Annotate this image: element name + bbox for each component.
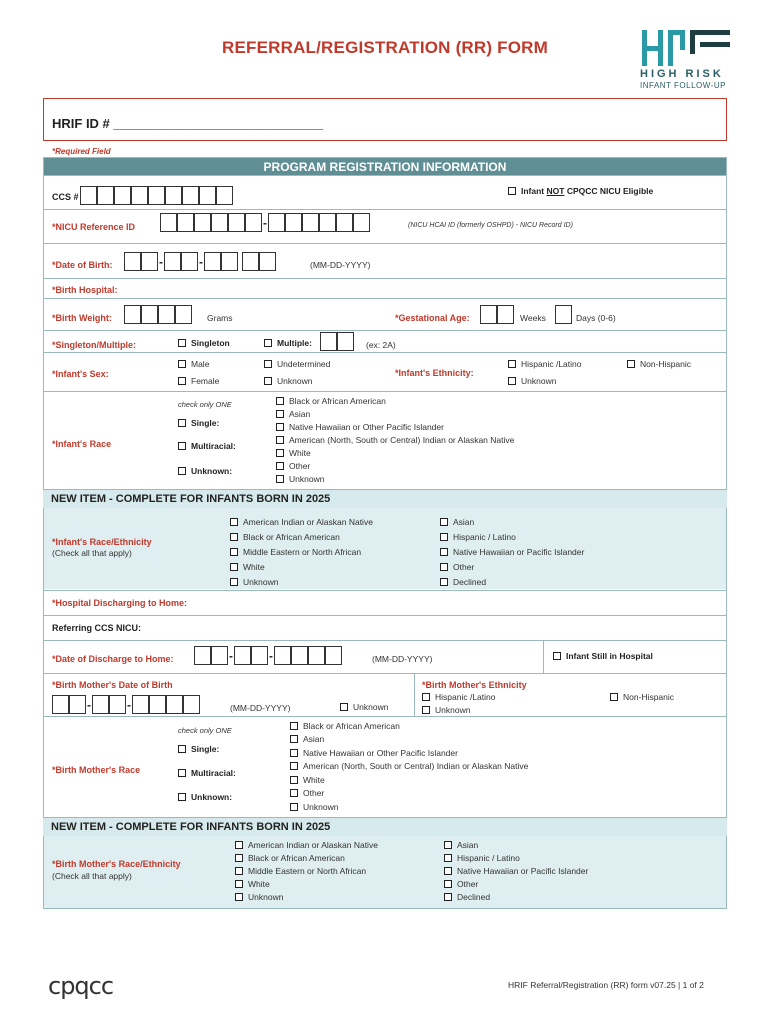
gest-weeks-boxes[interactable] <box>480 305 514 324</box>
mother-race-unknown-type[interactable] <box>178 792 232 802</box>
new-race-col1 <box>230 514 373 589</box>
race-type: Unknown: <box>191 792 233 802</box>
cpqcc-eligible-checkbox[interactable] <box>508 186 653 196</box>
race-option[interactable]: Other <box>290 787 528 801</box>
race-option[interactable]: Other <box>440 559 584 574</box>
race-option[interactable]: Hispanic / Latino <box>440 529 584 544</box>
eth-option: Non-Hispanic <box>640 359 692 369</box>
race-option[interactable]: Black or African American <box>276 394 514 407</box>
hospital-discharging-label: *Hospital Discharging to Home: <box>52 598 188 608</box>
race-option[interactable]: Unknown <box>290 800 528 814</box>
race-option[interactable]: American (North, South or Central) Indian or Alaskan Native <box>290 760 528 774</box>
dob-label: *Date of Birth: <box>52 260 113 270</box>
race-option[interactable]: Middle Eastern or North African <box>230 544 373 559</box>
infant-race-ethnicity-label: *Infant's Race/Ethnicity <box>52 537 152 547</box>
multiple-boxes[interactable] <box>320 332 354 351</box>
new-race-col2 <box>440 514 584 589</box>
logo-line2: INFANT FOLLOW-UP <box>640 81 726 90</box>
race-option[interactable]: Black or African American <box>290 719 528 733</box>
still-in-hospital-checkbox[interactable] <box>553 651 653 661</box>
form-title: REFERRAL/REGISTRATION (RR) FORM <box>221 38 549 57</box>
multiple-checkbox[interactable] <box>264 338 312 348</box>
infant-race-label: *Infant's Race <box>52 439 112 449</box>
eth-option: Unknown <box>435 705 471 715</box>
singleton-text: Singleton <box>191 338 230 348</box>
race-multiracial[interactable] <box>178 441 236 451</box>
race-option[interactable]: Asian <box>290 733 528 747</box>
nicu-ref-label: *NICU Reference ID <box>52 222 136 232</box>
race-option[interactable]: Hispanic / Latino <box>444 851 588 864</box>
race-option[interactable]: American (North, South or Central) Indian or Alaskan Native <box>276 433 514 446</box>
mother-race-options <box>290 719 528 814</box>
eth-option: Hispanic /Latino <box>521 359 582 369</box>
days-unit: Days (0-6) <box>576 313 616 323</box>
race-unknown-type[interactable] <box>178 466 232 476</box>
mother-race-multiracial[interactable] <box>178 768 236 778</box>
required-note: *Required Field <box>52 147 111 156</box>
sex-female[interactable] <box>178 376 219 386</box>
section-header: PROGRAM REGISTRATION INFORMATION <box>44 158 726 176</box>
race-option[interactable]: Unknown <box>235 890 378 903</box>
check-all-note: (Check all that apply) <box>52 871 132 881</box>
gestational-age-label: *Gestational Age: <box>395 313 470 323</box>
cpqcc-logo: cpqcc <box>48 972 114 1000</box>
mother-eth-nonhispanic[interactable] <box>610 692 674 702</box>
race-option[interactable]: Native Hawaiian or Other Pacific Islander <box>276 420 514 433</box>
nicu-ref-note: (NICU HCAI ID (formerly OSHPD) - NICU Record ID) <box>408 222 573 229</box>
eth-option: Unknown <box>521 376 557 386</box>
gest-days-box[interactable] <box>555 305 572 324</box>
mother-race-ethnicity-label: *Birth Mother's Race/Ethnicity <box>52 859 181 869</box>
race-option[interactable]: White <box>230 559 373 574</box>
sex-unknown[interactable] <box>264 376 312 386</box>
discharge-date-format: (MM-DD-YYYY) <box>372 654 433 664</box>
cpqcc-pre: Infant <box>521 186 547 196</box>
check-only-one: check only ONE <box>178 400 232 409</box>
cpqcc-not: NOT <box>546 186 565 196</box>
race-option[interactable]: Declined <box>444 890 588 903</box>
infant-ethnicity-label: *Infant's Ethnicity: <box>395 368 474 378</box>
eth-nonhispanic[interactable] <box>627 359 691 369</box>
hrif-id-field[interactable]: HRIF ID # _____________________________ <box>52 116 324 131</box>
infant-sex-label: *Infant's Sex: <box>52 369 109 379</box>
race-option[interactable]: Declined <box>440 574 584 589</box>
logo-line1: HIGH RISK <box>640 68 724 80</box>
check-only-one: check only ONE <box>178 726 232 735</box>
mother-new-race-col1 <box>235 838 378 903</box>
checkbox[interactable] <box>508 187 516 195</box>
eth-option: Non-Hispanic <box>623 692 675 702</box>
race-option[interactable]: American Indian or Alaskan Native <box>230 514 373 529</box>
dob-format: (MM-DD-YYYY) <box>310 260 371 270</box>
race-option[interactable]: Asian <box>440 514 584 529</box>
infant-race-options <box>276 394 514 485</box>
birth-weight-boxes[interactable] <box>124 305 192 324</box>
ccs-label: CCS # <box>52 192 79 202</box>
sex-option: Female <box>191 376 220 386</box>
singleton-checkbox[interactable] <box>178 338 230 348</box>
cpqcc-post: CPQCC NICU Eligible <box>564 186 654 196</box>
race-option[interactable]: White <box>276 446 514 459</box>
race-option[interactable]: Unknown <box>230 574 373 589</box>
discharge-date-boxes[interactable]: - - <box>194 646 342 665</box>
race-option[interactable]: Asian <box>276 407 514 420</box>
mother-eth-unknown[interactable] <box>422 705 470 715</box>
sex-male[interactable] <box>178 359 209 369</box>
still-in-hospital-text: Infant Still in Hospital <box>566 651 653 661</box>
mother-ethnicity-label: *Birth Mother's Ethnicity <box>422 680 527 690</box>
race-type: Unknown: <box>191 466 233 476</box>
race-option[interactable]: Native Hawaiian or Pacific Islander <box>440 544 584 559</box>
new-item-header: NEW ITEM - COMPLETE FOR INFANTS BORN IN 2025 <box>43 489 727 509</box>
mother-race-single[interactable] <box>178 744 219 754</box>
race-type: Single: <box>191 744 220 754</box>
race-type: Single: <box>191 418 220 428</box>
race-option[interactable]: Other <box>444 877 588 890</box>
multiple-example: (ex: 2A) <box>366 340 396 350</box>
birth-hospital-label: *Birth Hospital: <box>52 285 118 295</box>
race-option[interactable]: Unknown <box>276 472 514 485</box>
dob-boxes[interactable]: - - <box>124 252 276 271</box>
eth-hispanic[interactable] <box>508 359 581 369</box>
race-type: Multiracial: <box>191 441 236 451</box>
mother-dob-label: *Birth Mother's Date of Birth <box>52 680 173 690</box>
mother-new-race-col2 <box>444 838 588 903</box>
sex-option: Male <box>191 359 210 369</box>
race-option[interactable]: Asian <box>444 838 588 851</box>
unknown-text: Unknown <box>353 702 389 712</box>
multiple-text: Multiple: <box>277 338 312 348</box>
sex-option: Undetermined <box>277 359 331 369</box>
weeks-unit: Weeks <box>520 313 546 323</box>
race-option[interactable]: Black or African American <box>230 529 373 544</box>
race-option[interactable]: Other <box>276 459 514 472</box>
eth-option: Hispanic /Latino <box>435 692 496 702</box>
mother-dob-format: (MM-DD-YYYY) <box>230 703 291 713</box>
nicu-ref-boxes[interactable]: - <box>160 213 370 232</box>
singleton-label: *Singleton/Multiple: <box>52 340 136 350</box>
mother-dob-unknown[interactable] <box>340 702 388 712</box>
grams-unit: Grams <box>207 313 233 323</box>
discharge-date-label: *Date of Discharge to Home: <box>52 654 174 664</box>
footer-text: HRIF Referral/Registration (RR) form v07.25 | 1 of 2 <box>508 980 704 990</box>
sex-undetermined[interactable] <box>264 359 330 369</box>
referring-nicu-label: Referring CCS NICU: <box>52 623 142 633</box>
race-option[interactable]: Native Hawaiian or Other Pacific Islander <box>290 746 528 760</box>
race-option[interactable]: Black or African American <box>235 851 378 864</box>
race-option[interactable]: White <box>235 877 378 890</box>
race-single[interactable] <box>178 418 219 428</box>
check-all-note: (Check all that apply) <box>52 548 132 558</box>
birth-weight-label: *Birth Weight: <box>52 313 112 323</box>
race-type: Multiracial: <box>191 768 236 778</box>
race-option[interactable]: Middle Eastern or North African <box>235 864 378 877</box>
race-option[interactable]: Native Hawaiian or Pacific Islander <box>444 864 588 877</box>
sex-option: Unknown <box>277 376 313 386</box>
race-option[interactable]: White <box>290 773 528 787</box>
ccs-number-boxes[interactable] <box>80 186 233 205</box>
mother-race-label: *Birth Mother's Race <box>52 765 141 775</box>
mother-eth-hispanic[interactable] <box>422 692 495 702</box>
new-item-header-2: NEW ITEM - COMPLETE FOR INFANTS BORN IN 2025 <box>43 817 727 837</box>
mother-dob-boxes[interactable]: - - <box>52 695 200 714</box>
race-option[interactable]: American Indian or Alaskan Native <box>235 838 378 851</box>
eth-unknown[interactable] <box>508 376 556 386</box>
